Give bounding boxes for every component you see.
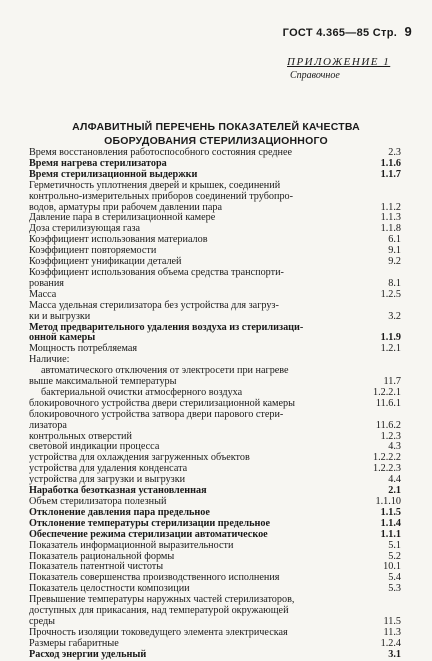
index-entry-text: автоматического отключения от электросети при нагреве (41, 365, 289, 377)
index-entry-reference: 1.1.8 (380, 223, 401, 235)
index-entry-reference: 1.1.7 (380, 168, 401, 180)
index-entry-text: Объем стерилизатора полезный (29, 496, 167, 507)
index-entry-reference: 11.6.1 (375, 397, 401, 409)
index-entry-text: Показатель информационной выразительности (29, 539, 234, 551)
index-entry-text: Отклонение температуры стерилизации предельное (29, 517, 270, 529)
index-entry-text: Масса удельная стерилизатора без устройства для загруз- (29, 299, 279, 311)
appendix-label: ПРИЛОЖЕНИЕ 1 (287, 56, 391, 68)
page-label: Стр. (372, 27, 398, 39)
index-entry-text: водов, арматуры при рабочем давлении пара (29, 201, 223, 213)
index-entry-reference: 1.1.10 (375, 496, 401, 507)
index-entry (29, 606, 401, 617)
index-entry (29, 192, 401, 203)
index-entry-text: Показатель целостности композиции (29, 583, 190, 595)
index-entry-reference: 5.4 (388, 572, 401, 584)
index-entry-text: онной камеры (29, 332, 96, 344)
index-entry (29, 530, 401, 541)
index-entry-reference: 2.1 (388, 485, 401, 497)
index-list (29, 148, 401, 661)
index-entry-text: Расход энергии удельный (29, 648, 147, 660)
index-entry-text: контрольных отверстий (29, 430, 132, 442)
index-entry-text: блокировочного устройства затвора двери парового стери- (29, 408, 284, 420)
index-entry-reference: 11.5 (383, 615, 401, 627)
index-entry-text: Время восстановления работоспособного состояния среднее (29, 147, 293, 158)
index-entry-reference: 5.3 (388, 583, 401, 595)
index-entry-text: Показатель совершенства производственного исполнения (29, 572, 280, 584)
index-entry-text: Коэффициент повторяемости (29, 245, 157, 257)
index-entry-text: лизатора (29, 419, 67, 431)
index-entry (29, 541, 401, 552)
index-entry-text: Показатель патентной чистоты (29, 561, 164, 573)
index-entry-text: Показатель рациональной формы (29, 550, 175, 562)
index-entry-reference: 2.3 (388, 147, 401, 158)
index-entry-reference: 4.4 (388, 474, 401, 486)
index-entry-text: Наличие: (29, 354, 70, 366)
index-entry-reference: 1.2.2.2 (372, 452, 401, 464)
index-entry-text: Коэффициент использования объема средства транспорти- (29, 266, 284, 278)
index-entry-text: Отклонение давления пара предельное (29, 506, 210, 518)
index-entry-reference: 1.1.4 (380, 517, 401, 529)
index-entry-text: доступных для прикасания, над температурой окружающей (29, 605, 289, 617)
index-entry-reference: 1.1.3 (380, 212, 401, 224)
index-entry (29, 410, 401, 421)
index-entry-reference: 5.1 (388, 539, 401, 551)
index-entry-text: Мощность потребляемая (29, 343, 138, 355)
index-entry-text: ки и выгрузки (29, 310, 91, 322)
index-entry-text: Обеспечение режима стерилизации автоматическое (29, 528, 268, 540)
index-entry (29, 312, 401, 323)
document-title (0, 120, 432, 148)
index-entry-reference: 1.2.2.3 (372, 463, 401, 475)
index-entry-text: световой индикации процесса (29, 441, 160, 453)
page-header (283, 24, 412, 39)
appendix-subtitle: Справочное (290, 70, 340, 81)
index-entry-text: Коэффициент унификации деталей (29, 256, 182, 268)
index-entry-reference: 1.1.9 (380, 332, 401, 344)
title-line-2: ОБОРУДОВАНИЯ СТЕРИЛИЗАЦИОННОГО (104, 135, 328, 147)
index-entry (29, 279, 401, 290)
index-entry-reference: 1.1.5 (380, 506, 401, 518)
index-entry-text: бактериальной очистки атмосферного воздуха (41, 386, 243, 398)
index-entry-text: устройства для удаления конденсата (29, 463, 188, 475)
index-entry (29, 650, 401, 661)
index-entry-text: блокировочного устройства двери стерилизационной камеры (29, 397, 295, 409)
index-entry (29, 268, 401, 279)
index-entry-reference: 3.1 (388, 648, 401, 660)
index-entry-reference: 10.1 (383, 561, 401, 573)
index-entry-text: среды (29, 615, 56, 627)
index-entry-text: Метод предварительного удаления воздуха из стерилизаци- (29, 321, 304, 333)
index-entry-reference: 9.1 (388, 245, 401, 257)
index-entry (29, 301, 401, 312)
standard-number: ГОСТ 4.365—85 (282, 27, 370, 39)
index-entry-reference: 1.2.2.1 (372, 386, 401, 398)
index-entry-text: Время стерилизационной выдержки (29, 168, 198, 180)
index-entry-reference: 1.2.5 (380, 288, 401, 300)
index-entry-reference: 3.2 (388, 310, 401, 322)
index-entry-text: Коэффициент использования материалов (29, 234, 208, 246)
title-line-1: АЛФАВИТНЫЙ ПЕРЕЧЕНЬ ПОКАЗАТЕЛЕЙ КАЧЕСТВА (72, 121, 360, 133)
index-entry-reference: 4.3 (388, 441, 401, 453)
index-entry (29, 421, 401, 432)
index-entry-text: Прочность изоляции токоведущего элемента электрическая (29, 626, 288, 638)
index-entry-reference: 6.1 (388, 234, 401, 246)
index-entry-reference: 9.2 (388, 256, 401, 268)
index-entry-text: Наработка безотказная установленная (29, 485, 207, 497)
index-entry-reference: 1.1.1 (380, 528, 401, 540)
index-entry-text: Герметичность уплотнения дверей и крышек, соединений (29, 179, 281, 191)
index-entry (29, 639, 401, 650)
index-entry-reference: 1.2.3 (380, 430, 401, 442)
index-entry-text: устройства для загрузки и выгрузки (29, 474, 186, 486)
index-entry (29, 344, 401, 355)
index-entry-reference: 1.2.1 (380, 343, 401, 355)
index-entry-reference: 5.2 (388, 550, 401, 562)
index-entry-text: выше максимальной температуры (29, 376, 177, 388)
index-entry-text: Доза стерилизующая газа (29, 223, 141, 235)
index-entry-text: Масса (29, 288, 57, 300)
index-entry-text: устройства для охлаждения загруженных объектов (29, 452, 250, 464)
index-entry-text: контрольно-измерительных приборов соединений трубопро- (29, 190, 294, 202)
index-entry (29, 181, 401, 192)
page-number: 9 (404, 24, 412, 39)
index-entry-text: рования (29, 277, 64, 289)
index-entry-reference: 11.6.2 (375, 419, 401, 431)
index-entry-text: Время нагрева стерилизатора (29, 157, 167, 169)
index-entry-reference: 1.1.6 (380, 157, 401, 169)
index-entry-text: Размеры габаритные (29, 637, 119, 649)
index-entry-reference: 1.2.4 (380, 637, 401, 649)
index-entry-reference: 8.1 (388, 277, 401, 289)
index-entry-text: Превышение температуры наружных частей стерилизаторов, (29, 594, 295, 606)
index-entry-reference: 11.3 (383, 626, 401, 638)
index-entry-text: Давление пара в стерилизационной камере (29, 212, 216, 224)
index-entry-reference: 1.1.2 (380, 201, 401, 213)
index-entry-reference: 11.7 (383, 376, 401, 388)
